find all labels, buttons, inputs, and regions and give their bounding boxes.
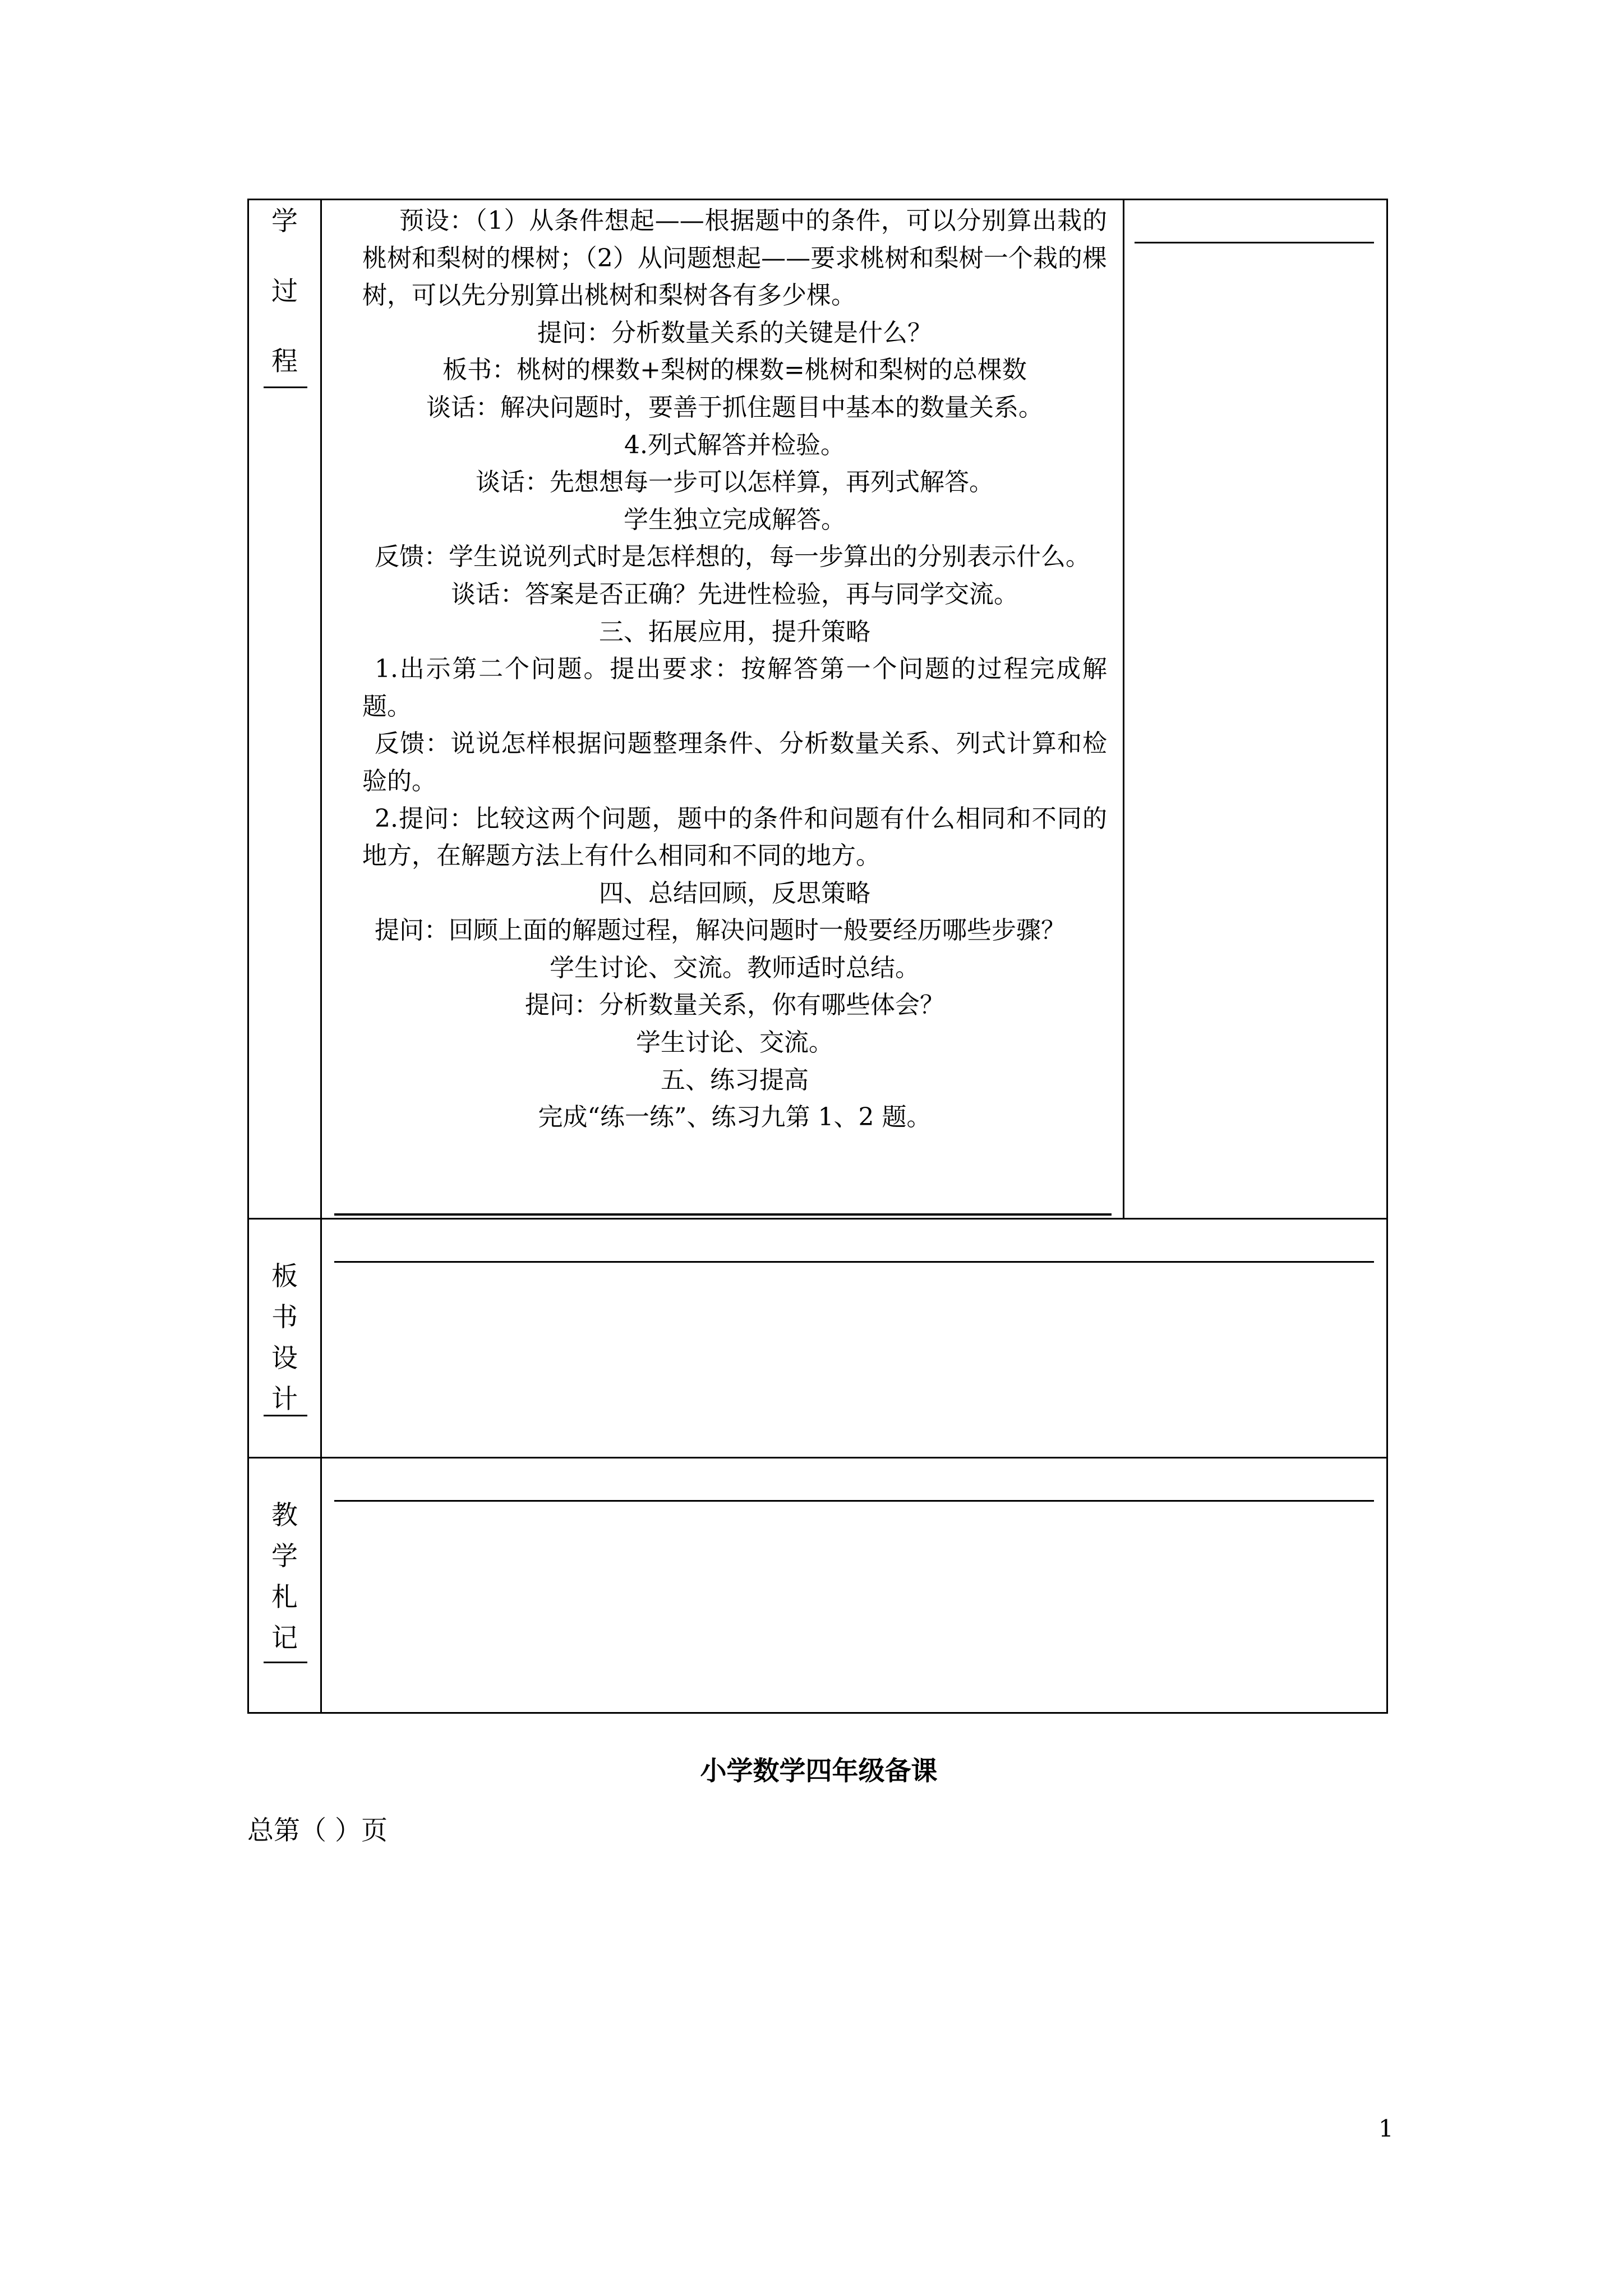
process-paragraph: 板书：桃树的棵数+梨树的棵数=桃树和梨树的总棵数: [442, 356, 1027, 385]
label-char: 程: [271, 346, 298, 377]
process-paragraph: 完成“练一练”、练习九第 1、2 题。: [538, 1103, 932, 1132]
process-paragraph: 学生讨论、交流。教师适时总结。: [550, 953, 920, 982]
process-paragraph: 1.出示第二个问题。提出要求：按解答第一个问题的过程完成解题。: [362, 655, 1107, 721]
board-design-label: [249, 1220, 320, 1415]
label-char: 书: [271, 1302, 298, 1333]
teaching-notes-row: [248, 1458, 1387, 1713]
board-design-row: [248, 1219, 1387, 1458]
process-content-cell: [321, 200, 1124, 1219]
label-underline: [264, 1415, 307, 1416]
process-paragraph: 谈话：先想想每一步可以怎样算，再列式解答。: [476, 468, 994, 497]
process-paragraph: 学生讨论、交流。: [636, 1028, 833, 1057]
board-design-cell: [321, 1219, 1387, 1458]
process-paragraph: 五、练习提高: [661, 1065, 809, 1094]
label-char: 设: [271, 1343, 298, 1374]
label-underline: [264, 386, 307, 388]
notes-label-cell: [248, 1458, 321, 1713]
process-content: [322, 200, 1123, 1218]
process-paragraph: 四、总结回顾，反思策略: [599, 878, 870, 908]
process-note-cell: [1124, 200, 1387, 1219]
label-char: 学: [271, 206, 298, 237]
lesson-plan-table: [247, 199, 1388, 1714]
label-underline: [264, 1662, 307, 1663]
label-char: 记: [271, 1623, 298, 1654]
process-paragraph: 谈话：答案是否正确？先进性检验，再与同学交流。: [451, 579, 1018, 609]
process-paragraph: 预设：（1）从条件想起——根据题中的条件，可以分别算出栽的桃树和梨树的棵树；（2）从问题想起——要求桃树和梨树一个栽的棵树，可以先分别算出桃树和梨树各有多少棵。: [362, 206, 1107, 310]
label-char: 过: [271, 276, 298, 307]
process-paragraph: 4.列式解答并检验。: [624, 430, 845, 459]
page-total-label: 总第（ ）页: [247, 1815, 388, 1846]
teaching-notes-label: [249, 1458, 320, 1654]
process-paragraph: 三、拓展应用，提升策略: [599, 617, 870, 646]
process-paragraph: 提问：回顾上面的解题过程，解决问题时一般要经历哪些步骤？: [375, 916, 1066, 945]
board-design-rule: [334, 1261, 1374, 1263]
process-paragraph: 提问：分析数量关系的关键是什么？: [537, 318, 932, 347]
page-number: 1: [1378, 2115, 1394, 2142]
process-paragraph: 反馈：说说怎样根据问题整理条件、分析数量关系、列式计算和检验的。: [362, 729, 1107, 795]
process-paragraph: 提问：分析数量关系，你有哪些体会？: [525, 991, 944, 1020]
label-char: 札: [271, 1582, 298, 1613]
footer-title: 小学数学四年级备课: [700, 1756, 938, 1787]
teaching-process-row: [248, 200, 1387, 1219]
label-char: 学: [271, 1541, 298, 1572]
label-char: 计: [271, 1384, 298, 1415]
label-char: 板: [271, 1261, 298, 1292]
board-label-cell: [248, 1219, 321, 1458]
teaching-notes-cell: [321, 1458, 1387, 1713]
content-bottom-rule: [334, 1213, 1112, 1216]
process-paragraph: 2.提问：比较这两个问题，题中的条件和问题有什么相同和不同的地方，在解题方法上有什么相同和不同的地方。: [362, 804, 1107, 871]
process-paragraph: 反馈：学生说说列式时是怎样想的，每一步算出的分别表示什么。: [375, 542, 1090, 572]
process-paragraph: 谈话：解决问题时，要善于抓住题目中基本的数量关系。: [426, 393, 1043, 422]
process-paragraph: 学生独立完成解答。: [624, 505, 846, 534]
teaching-notes-rule: [334, 1500, 1374, 1502]
label-char: 教: [271, 1500, 298, 1531]
note-rule: [1135, 242, 1374, 243]
process-label: [249, 200, 320, 375]
process-label-cell: [248, 200, 321, 1219]
